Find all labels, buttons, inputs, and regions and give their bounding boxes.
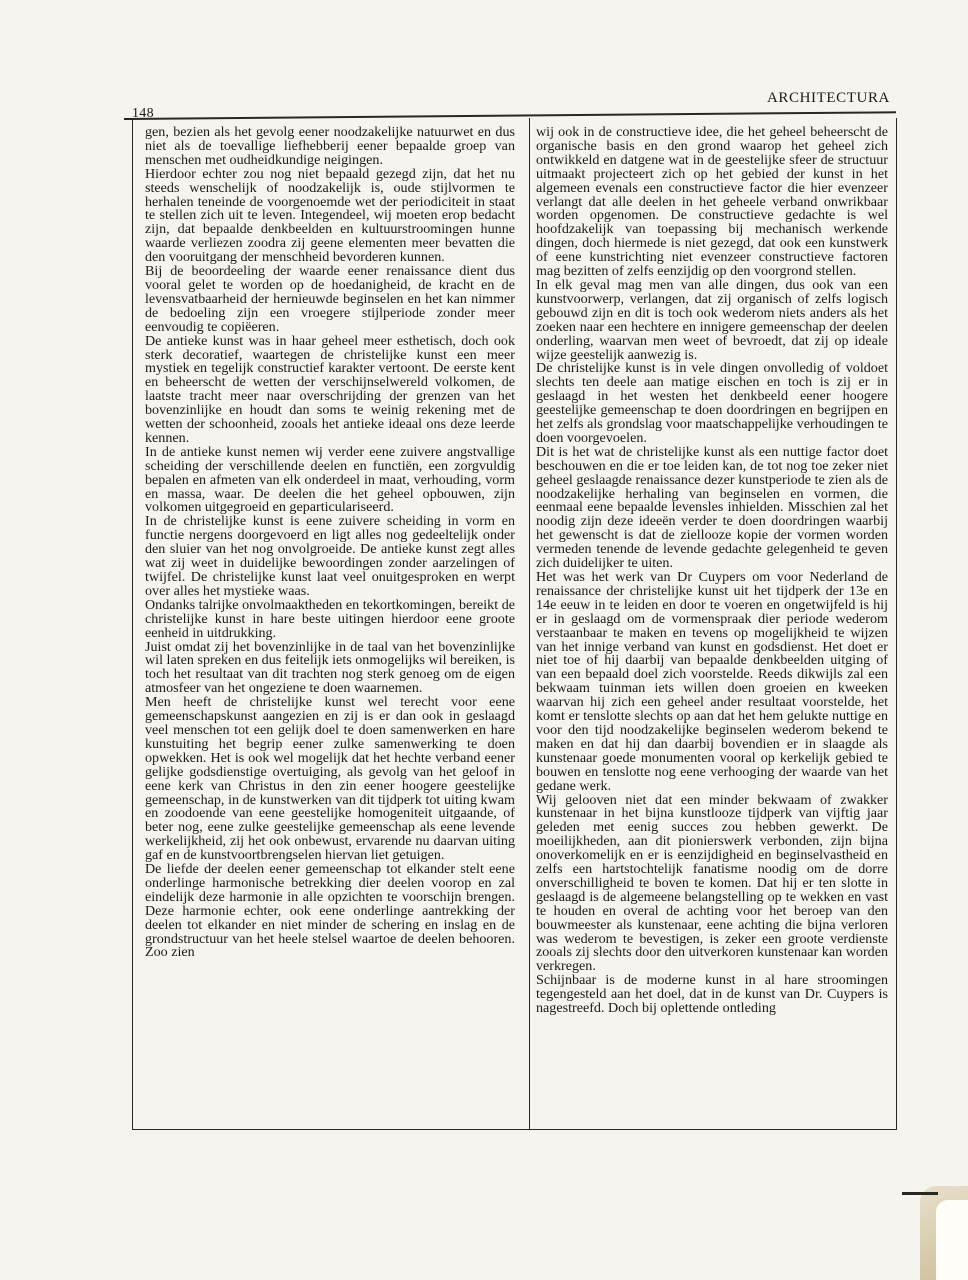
right-paragraph: Wij gelooven niet dat een minder bekwaam of zwakker kunstenaar in het bijna kunstlooze tijdperk van vijftig jaar geleden met eenig succes zou hebben gewerkt. De moeilijkheden, aan dit pionierswerk verbonden, zijn bijna onoverkomelijk en er is eenzijdigheid en beginselvastheid en zelfs een hartstochtelijk fanatisme noodig om de dorre onverschilligheid te boven te komen. Dat hij er ten slotte in geslaagd is de algemeene belangstelling op te wekken en vast te houden en overal de achting voor het beroep van den bouwmeester als kunstenaar, eene achting die bijna verloren was wederom te bevestigen, is zeker een groote verdienste zooals zij slechts door den uitverkoren kunstenaar kan worden verkregen. xyxy=(536,791,888,975)
right-paragraph: In elk geval mag men van alle dingen, dus ook van een kunstvoorwerp, verlangen, dat zij organisch of zelfs logisch gebouwd zijn en dit is toch ook wederom niets anders als het zoeken naar een hechtere en innigere gemeenschap der deelen onderling, waarvan men weet of bevroedt, dat zij op ideale wijze geestelijk aanwezig is. xyxy=(536,276,888,363)
right-column xyxy=(536,126,888,1016)
right-paragraph: wij ook in de constructieve idee, die het geheel beheerscht de organische basis en den grond waarop het geheel zich ontwikkeld en datgene wat in de geestelijke sfeer de structuur uitmaakt projecteert zich op het gebied der kunst in het algemeen evenals een constructieve factor die hier evenzeer verlangt dat alle deelen in het geheele verband onwrikbaar worden opgenomen. De constructieve gedachte is wel hoofdzakelijk van toepassing bij mechanisch werkende dingen, doch hiermede is niet gezegd, dat ook een kunstwerk of eene kunstrichting niet evenzeer constructieve factoren mag bezitten of zelfs eenzijdig op den voorgrond stellen. xyxy=(536,124,888,280)
left-paragraph: Men heeft de christelijke kunst wel terecht voor eene gemeenschapskunst aangezien en zij is er dan ook in geslaagd veel menschen tot een gelijk doel te doen samenwerken en hare kunstuiting het begrip eener zulke samenwerking te doen opwekken. Het is ook wel mogelijk dat het hechte verband eener gelijke godsdienstige overtuiging, als gevolg van het geloof in eene kerk van Christus in den zin eener hoogere geestelijke gemeenschap, in de kunstwerken van dit tijdperk tot uiting kwam en zoodoende van eene geestelijke homogeniteit uitgaande, of beter nog, eene zulke geestelijke gemeenschap als eene levende werkelijkheid, zij het ook onbewust, ervarende nu daarvan uiting gaf en de kunstvoortbrengselen hiervan liet getuigen. xyxy=(145,694,515,864)
right-paragraph: Schijnbaar is de moderne kunst in al hare stroomingen tegengesteld aan het doel, dat in de kunst van Dr. Cuypers is nagestreefd. Doch bij oplettende ontleding xyxy=(536,972,888,1017)
right-paragraph: Het was het werk van Dr Cuypers om voor Nederland de renaissance der christelijke kunst uit het tijdperk der 13e en 14e eeuw in te leiden en door te voeren en ongetwijfeld is hij er in geslaagd om de vormenspraak dier periode wederom verstaanbaar te maken en tevens op mogelijkheid te wijzen van het innige verband van kunst en godsdienst. Het doet er niet toe of hij daarbij van bepaalde denkbeelden uitging of van een bepaald doel zich voorstelde. Reeds dikwijls zal een bekwaam tuinman iets willen doen groeien en kweeken waarvan hij zich een geheel ander resultaat voorstelde, het komt er tenslotte slechts op aan dat het hem gelukte nuttige en voor den tijd noodzakelijke beginselen wederom bekend te maken en dat hij dan daarbij bovendien er in slaagde als kunstenaar goede monumenten vooral op kerkelijk gebied te bouwen en tenslotte nog eene verhooging der waarde van het gedane werk. xyxy=(536,569,888,794)
left-paragraph: Juist omdat zij het bovenzinlijke in de taal van het bovenzinlijke wil laten spreken en dus feitelijk iets onmogelijks wil bereiken, is toch het resultaat van dit trachten nog sterk genoeg om de eigen atmosfeer van het ongeziene te doen waarnemen. xyxy=(145,638,515,697)
left-paragraph: De liefde der deelen eener gemeenschap tot elkander stelt eene onderlinge harmonische betrekking dier deelen voorop en zal eindelijk deze harmonie in alle opzichten te voorschijn brengen. Deze harmonie echter, ook eene onderlinge aantrekking der deelen tot elkander en niet minder de schering en inslag en de grondstructuur van het heele stelsel waartoe de deelen behooren. Zoo zien xyxy=(145,861,515,961)
left-paragraph: Hierdoor echter zou nog niet bepaald gezegd zijn, dat het nu steeds wenschelijk of noodzakelijk is, oude stijlvormen te herhalen teneinde de voorgenoemde wet der periodiciteit in staat te stellen zich uit te leven. Integendeel, wij moeten erop bedacht zijn, dat bepaalde denkbeelden en kultuurstroomingen hunne waarde verliezen zoodra zij geene elementen meer bevatten die den vooruitgang der menschheid bevorderen kunnen. xyxy=(145,165,515,266)
left-paragraph: Bij de beoordeeling der waarde eener renaissance dient dus vooral gelet te worden op de hoedanigheid, de kracht en de levensvatbaarheid der hernieuwde beginselen en het kan nimmer de bedoeling zijn een vroegere stijlperiode zonder meer eenvoudig te copiëeren. xyxy=(145,263,515,335)
column-divider xyxy=(529,118,530,1130)
margin-mark xyxy=(902,1192,938,1195)
left-paragraph: De antieke kunst was in haar geheel meer esthetisch, doch ook sterk decoratief, waartegen de christelijke kunst een meer mystiek en tegelijk constructief karakter vertoont. De eerste kent en beheerscht de wetten der verschijnselwereld volkomen, de laatste tracht meer naar overschrijding der grenzen van het bovenzinlijke en houdt dan soms te weinig rekening met de wetten der schoonheid, zooals het antieke ideaal ons deze leerde kennen. xyxy=(145,332,515,446)
left-paragraph: gen, bezien als het gevolg eener noodzakelijke natuurwet en dus niet als de toevallige liefhebberij eener bepaalde groep van menschen met oudheidkundige neigingen. xyxy=(145,124,515,168)
left-paragraph: Ondanks talrijke onvolmaaktheden en tekortkomingen, bereikt de christelijke kunst in hare beste uitingen hierdoor eene groote eenheid in uitdrukking. xyxy=(145,596,515,641)
left-paragraph: In de christelijke kunst is eene zuivere scheiding in vorm en functie nergens doorgevoerd en ligt alles nog gedeeltelijk onder den sluier van het nog onvolgroeide. De antieke kunst zegt alles wat zij weet in duidelijke bewoordingen zonder aarzelingen of twijfel. De christelijke kunst laat veel onuitgesproken en werpt over alles het mystieke waas. xyxy=(145,513,515,599)
left-column xyxy=(145,126,515,960)
page-number: 148 xyxy=(132,106,154,121)
left-paragraph: In de antieke kunst nemen wij verder eene zuivere angstvallige scheiding der verschillende deelen en functiën, een zorgvuldig bepalen en afmeten van elk onderdeel in maat, verhouding, vorm en massa, waar. De deelen die het geheel opbouwen, zijn volkomen uitgegroeid en geparticulariseerd. xyxy=(145,443,515,516)
torn-corner xyxy=(936,1200,968,1280)
right-paragraph: Dit is het wat de christelijke kunst als een nuttige factor doet beschouwen en die er toe leiden kan, de tot nog toe zeker niet geheel geslaagde renaissance dezer kunstperiode te zien als de noodzakelijke herhaling van beginselen en vormen, die eenmaal eene bepaalde levensles inhielden. Misschien zal het noodig zijn deze ideeën verder te doen doordringen waarbij het gewenscht is dat de ziellooze kopie der vormen worden vermeden tenende de levende gedachte gelegenheid te geven zich duidelijker te uiten. xyxy=(536,443,888,572)
right-paragraph: De christelijke kunst is in vele dingen onvolledig of voldoet slechts ten deele aan matige eischen en toch is zij er in geslaagd in het westen het denkbeeld eener hoogere geestelijke gemeenschap te doen doordringen en begrijpen en het zelfs als grondslag voor maatschappelijke verhoudingen te doen voorgevoelen. xyxy=(536,360,888,446)
running-title: ARCHITECTURA xyxy=(766,90,890,106)
